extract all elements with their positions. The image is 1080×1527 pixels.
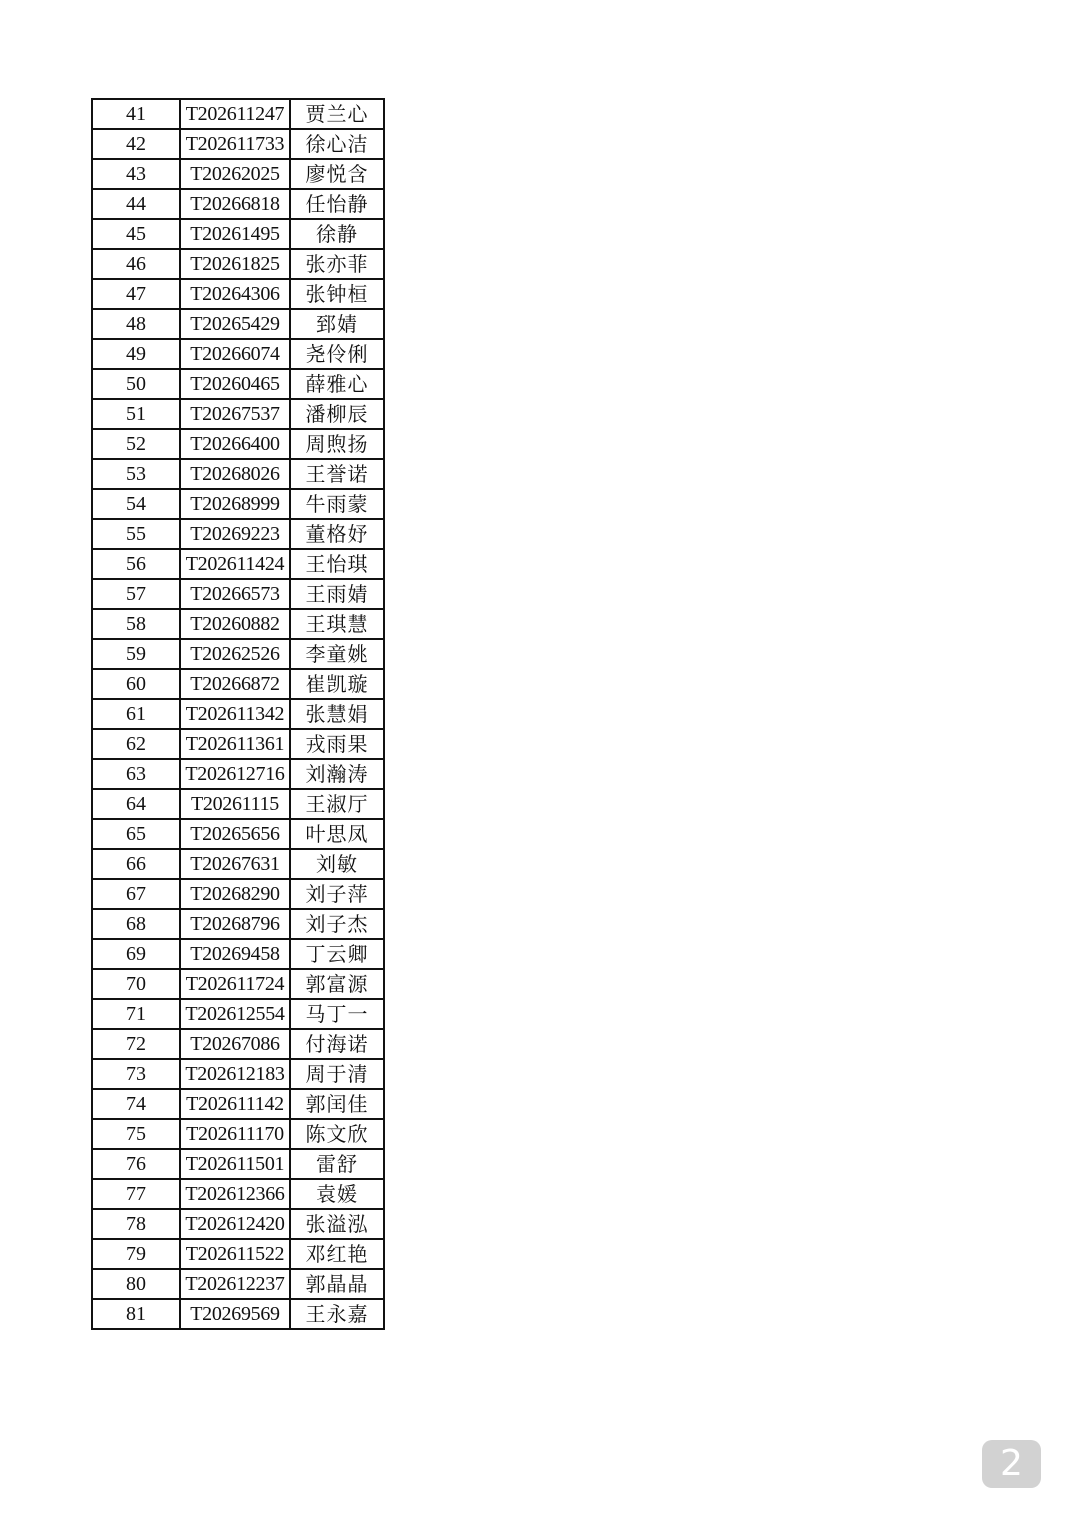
- table-row: [92, 1149, 384, 1179]
- student-name-cell: 张慧娟: [290, 699, 384, 729]
- row-number-cell: 41: [92, 99, 180, 129]
- student-name-cell: 牛雨蒙: [290, 489, 384, 519]
- student-name-cell: 雷舒: [290, 1149, 384, 1179]
- exam-id-cell: T20266074: [180, 339, 290, 369]
- row-number-cell: 71: [92, 999, 180, 1029]
- table-row: [92, 339, 384, 369]
- exam-id-cell: T20268290: [180, 879, 290, 909]
- row-number-cell: 54: [92, 489, 180, 519]
- student-name-cell: 张亦菲: [290, 249, 384, 279]
- row-number-cell: 77: [92, 1179, 180, 1209]
- table-row: [92, 699, 384, 729]
- exam-id-cell: T20266872: [180, 669, 290, 699]
- student-name-cell: 董格妤: [290, 519, 384, 549]
- student-name-cell: 刘敏: [290, 849, 384, 879]
- row-number-cell: 65: [92, 819, 180, 849]
- row-number-cell: 51: [92, 399, 180, 429]
- exam-id-cell: T202611142: [180, 1089, 290, 1119]
- exam-id-cell: T202612420: [180, 1209, 290, 1239]
- table-row: [92, 369, 384, 399]
- row-number-cell: 60: [92, 669, 180, 699]
- table-row: [92, 309, 384, 339]
- exam-id-cell: T20266818: [180, 189, 290, 219]
- exam-id-cell: T20262526: [180, 639, 290, 669]
- table-row: [92, 1269, 384, 1299]
- exam-id-cell: T20265429: [180, 309, 290, 339]
- student-name-cell: 马丁一: [290, 999, 384, 1029]
- exam-id-cell: T202612237: [180, 1269, 290, 1299]
- table-row: [92, 909, 384, 939]
- exam-id-cell: T202611361: [180, 729, 290, 759]
- student-name-cell: 徐心洁: [290, 129, 384, 159]
- table-row: [92, 219, 384, 249]
- student-name-cell: 王怡琪: [290, 549, 384, 579]
- student-name-cell: 尧伶俐: [290, 339, 384, 369]
- table-row: [92, 1089, 384, 1119]
- table-row: [92, 489, 384, 519]
- row-number-cell: 69: [92, 939, 180, 969]
- table-row: [92, 549, 384, 579]
- table-row: [92, 669, 384, 699]
- row-number-cell: 76: [92, 1149, 180, 1179]
- row-number-cell: 75: [92, 1119, 180, 1149]
- row-number-cell: 68: [92, 909, 180, 939]
- student-name-cell: 廖悦含: [290, 159, 384, 189]
- table-row: [92, 189, 384, 219]
- exam-id-cell: T20260882: [180, 609, 290, 639]
- row-number-cell: 64: [92, 789, 180, 819]
- table-row: [92, 999, 384, 1029]
- student-name-cell: 李童姚: [290, 639, 384, 669]
- row-number-cell: 42: [92, 129, 180, 159]
- row-number-cell: 80: [92, 1269, 180, 1299]
- row-number-cell: 74: [92, 1089, 180, 1119]
- exam-id-cell: T20265656: [180, 819, 290, 849]
- table-row: [92, 1299, 384, 1329]
- student-name-cell: 周于清: [290, 1059, 384, 1089]
- row-number-cell: 52: [92, 429, 180, 459]
- exam-id-cell: T20262025: [180, 159, 290, 189]
- table-row: [92, 399, 384, 429]
- exam-id-cell: T20267537: [180, 399, 290, 429]
- student-name-cell: 郅婧: [290, 309, 384, 339]
- student-name-cell: 王永嘉: [290, 1299, 384, 1329]
- table-row: [92, 849, 384, 879]
- row-number-cell: 56: [92, 549, 180, 579]
- exam-id-cell: T20267631: [180, 849, 290, 879]
- row-number-cell: 79: [92, 1239, 180, 1269]
- student-name-cell: 贾兰心: [290, 99, 384, 129]
- exam-id-cell: T20264306: [180, 279, 290, 309]
- exam-id-cell: T20268026: [180, 459, 290, 489]
- student-name-cell: 薛雅心: [290, 369, 384, 399]
- table-row: [92, 609, 384, 639]
- student-name-cell: 郭晶晶: [290, 1269, 384, 1299]
- page-number-badge: 2: [982, 1440, 1041, 1488]
- student-name-cell: 叶思凤: [290, 819, 384, 849]
- row-number-cell: 63: [92, 759, 180, 789]
- table-row: [92, 1239, 384, 1269]
- student-name-cell: 刘瀚涛: [290, 759, 384, 789]
- exam-id-cell: T202612716: [180, 759, 290, 789]
- row-number-cell: 70: [92, 969, 180, 999]
- exam-id-cell: T20269223: [180, 519, 290, 549]
- exam-id-cell: T20261825: [180, 249, 290, 279]
- exam-id-cell: T202612183: [180, 1059, 290, 1089]
- table-row: [92, 99, 384, 129]
- row-number-cell: 72: [92, 1029, 180, 1059]
- student-name-cell: 郭富源: [290, 969, 384, 999]
- table-row: [92, 1119, 384, 1149]
- student-name-cell: 邓红艳: [290, 1239, 384, 1269]
- student-name-cell: 刘子萍: [290, 879, 384, 909]
- exam-id-cell: T20266400: [180, 429, 290, 459]
- row-number-cell: 55: [92, 519, 180, 549]
- exam-id-cell: T20261495: [180, 219, 290, 249]
- row-number-cell: 66: [92, 849, 180, 879]
- row-number-cell: 81: [92, 1299, 180, 1329]
- table-row: [92, 969, 384, 999]
- student-name-cell: 张溢泓: [290, 1209, 384, 1239]
- exam-id-cell: T202611170: [180, 1119, 290, 1149]
- exam-id-cell: T202612554: [180, 999, 290, 1029]
- student-name-cell: 任怡静: [290, 189, 384, 219]
- student-name-cell: 王雨婧: [290, 579, 384, 609]
- student-name-cell: 王淑厅: [290, 789, 384, 819]
- exam-id-cell: T20269458: [180, 939, 290, 969]
- row-number-cell: 50: [92, 369, 180, 399]
- table-row: [92, 249, 384, 279]
- row-number-cell: 48: [92, 309, 180, 339]
- row-number-cell: 45: [92, 219, 180, 249]
- table-row: [92, 159, 384, 189]
- table-row: [92, 279, 384, 309]
- student-name-cell: 王琪慧: [290, 609, 384, 639]
- exam-id-cell: T202612366: [180, 1179, 290, 1209]
- student-name-cell: 张钟桓: [290, 279, 384, 309]
- roster-table-body: [92, 99, 384, 1329]
- row-number-cell: 46: [92, 249, 180, 279]
- table-row: [92, 519, 384, 549]
- student-name-cell: 崔凯璇: [290, 669, 384, 699]
- student-name-cell: 丁云卿: [290, 939, 384, 969]
- exam-id-cell: T20268796: [180, 909, 290, 939]
- exam-id-cell: T20268999: [180, 489, 290, 519]
- roster-table: [91, 98, 385, 1330]
- table-row: [92, 1179, 384, 1209]
- row-number-cell: 59: [92, 639, 180, 669]
- row-number-cell: 43: [92, 159, 180, 189]
- table-row: [92, 819, 384, 849]
- row-number-cell: 61: [92, 699, 180, 729]
- row-number-cell: 73: [92, 1059, 180, 1089]
- table-row: [92, 789, 384, 819]
- exam-id-cell: T202611424: [180, 549, 290, 579]
- table-row: [92, 429, 384, 459]
- exam-id-cell: T20267086: [180, 1029, 290, 1059]
- table-row: [92, 729, 384, 759]
- table-row: [92, 579, 384, 609]
- row-number-cell: 67: [92, 879, 180, 909]
- exam-id-cell: T202611733: [180, 129, 290, 159]
- row-number-cell: 57: [92, 579, 180, 609]
- student-name-cell: 付海诺: [290, 1029, 384, 1059]
- exam-id-cell: T20269569: [180, 1299, 290, 1329]
- table-row: [92, 1029, 384, 1059]
- exam-id-cell: T20266573: [180, 579, 290, 609]
- student-name-cell: 周煦扬: [290, 429, 384, 459]
- student-name-cell: 徐静: [290, 219, 384, 249]
- row-number-cell: 58: [92, 609, 180, 639]
- row-number-cell: 78: [92, 1209, 180, 1239]
- table-row: [92, 1059, 384, 1089]
- exam-id-cell: T202611724: [180, 969, 290, 999]
- exam-id-cell: T202611501: [180, 1149, 290, 1179]
- student-name-cell: 潘柳辰: [290, 399, 384, 429]
- exam-id-cell: T202611342: [180, 699, 290, 729]
- row-number-cell: 47: [92, 279, 180, 309]
- student-name-cell: 郭闰佳: [290, 1089, 384, 1119]
- student-name-cell: 刘子杰: [290, 909, 384, 939]
- table-row: [92, 879, 384, 909]
- table-row: [92, 639, 384, 669]
- row-number-cell: 62: [92, 729, 180, 759]
- row-number-cell: 44: [92, 189, 180, 219]
- table-row: [92, 759, 384, 789]
- table-row: [92, 939, 384, 969]
- row-number-cell: 49: [92, 339, 180, 369]
- row-number-cell: 53: [92, 459, 180, 489]
- exam-id-cell: T202611522: [180, 1239, 290, 1269]
- table-row: [92, 459, 384, 489]
- table-row: [92, 1209, 384, 1239]
- exam-id-cell: T20260465: [180, 369, 290, 399]
- exam-id-cell: T20261115: [180, 789, 290, 819]
- student-name-cell: 王誉诺: [290, 459, 384, 489]
- student-name-cell: 戎雨果: [290, 729, 384, 759]
- exam-id-cell: T202611247: [180, 99, 290, 129]
- student-name-cell: 袁媛: [290, 1179, 384, 1209]
- table-row: [92, 129, 384, 159]
- student-name-cell: 陈文欣: [290, 1119, 384, 1149]
